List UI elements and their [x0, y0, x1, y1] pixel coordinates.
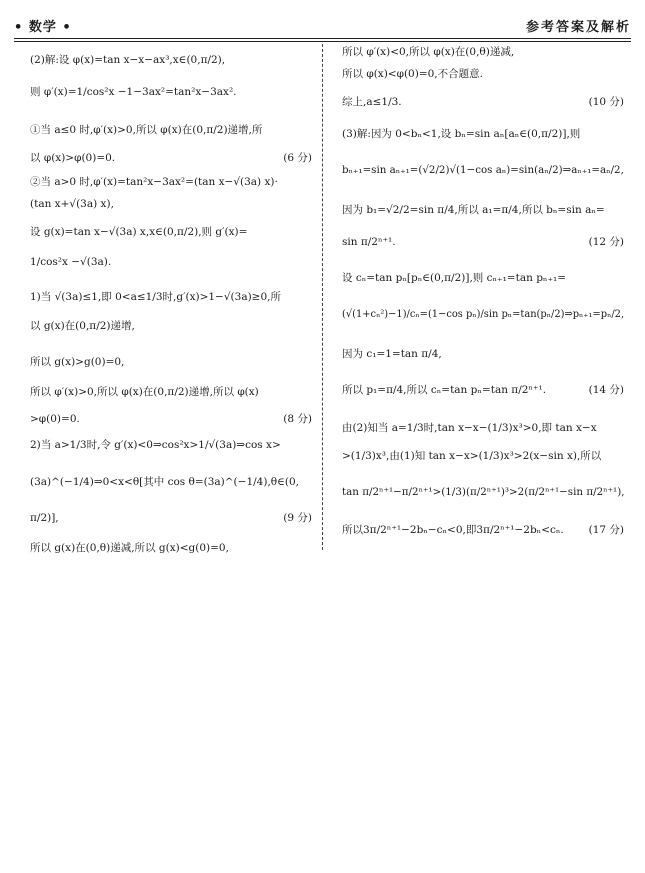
header-rule-thin	[14, 41, 631, 42]
solution-line	[342, 45, 624, 59]
solution-text: (√(1+cₙ²)−1)/cₙ=(1−cos pₙ)/sin pₙ=tan(pₙ/2)⇒pₙ₊₁=pₙ/2,	[342, 308, 625, 320]
solution-line	[30, 225, 312, 239]
solution-text: 则 φ′(x)=1/cos²x −1−3ax²=tan²x−3ax².	[30, 86, 237, 98]
solution-line	[342, 203, 624, 217]
solution-text: 1)当 √(3a)≤1,即 0<a≤1/3时,g′(x)>1−√(3a)≥0,所	[30, 291, 282, 303]
solution-text: (tan x+√(3a) x),	[30, 198, 114, 210]
solution-text: bₙ₊₁=sin aₙ₊₁=(√2/2)√(1−cos aₙ)=sin(aₙ/2)⇒aₙ₊₁=aₙ/2,	[342, 164, 624, 176]
solution-line	[30, 85, 312, 99]
solution-line	[342, 449, 624, 463]
solution-text: 以 φ(x)>φ(0)=0.	[30, 152, 116, 164]
solution-text: 以 g(x)在(0,π/2)递增,	[30, 320, 135, 332]
header-rule	[14, 38, 631, 39]
page-header	[14, 16, 631, 36]
solution-line	[342, 127, 624, 141]
score-label: (6 分)	[283, 152, 312, 164]
solution-line	[342, 271, 624, 285]
solution-line	[30, 151, 312, 165]
solution-text: ②当 a>0 时,φ′(x)=tan²x−3ax²=(tan x−√(3a) x)·	[30, 176, 278, 188]
score-label: (8 分)	[283, 413, 312, 425]
solution-line	[30, 319, 312, 333]
solution-text: 所以 g(x)>g(0)=0,	[30, 356, 125, 368]
score-label: (10 分)	[588, 96, 624, 108]
column-divider	[322, 44, 323, 550]
solution-line	[30, 385, 312, 399]
solution-line	[30, 541, 312, 555]
solution-line	[342, 383, 624, 397]
solution-line	[342, 347, 624, 361]
solution-text: 设 g(x)=tan x−√(3a) x,x∈(0,π/2),则 g′(x)=	[30, 226, 248, 238]
solution-text: 综上,a≤1/3.	[342, 96, 402, 108]
solution-text: (3a)^(−1/4)⇒0<x<θ[其中 cos θ=(3a)^(−1/4),θ∈(0,	[30, 476, 299, 488]
solution-line	[30, 290, 312, 304]
solution-line	[342, 421, 624, 435]
solution-text: >(1/3)x³,由(1)知 tan x−x>(1/3)x³>2(x−sin x),所以	[342, 450, 602, 462]
solution-line	[30, 255, 312, 269]
solution-line	[30, 175, 312, 189]
solution-text: π/2)],	[30, 512, 59, 524]
solution-text: (2)解:设 φ(x)=tan x−x−ax³,x∈(0,π/2),	[30, 54, 226, 66]
solution-line	[30, 123, 312, 137]
solution-text: 设 cₙ=tan pₙ[pₙ∈(0,π/2)],则 cₙ₊₁=tan pₙ₊₁=	[342, 272, 567, 284]
solution-text: ①当 a≤0 时,φ′(x)>0,所以 φ(x)在(0,π/2)递增,所	[30, 124, 263, 136]
solution-text: (3)解:因为 0<bₙ<1,设 bₙ=sin aₙ[aₙ∈(0,π/2)],则	[342, 128, 581, 140]
solution-text: 所以 φ(x)<φ(0)=0,不合题意.	[342, 68, 483, 80]
solution-line	[30, 475, 312, 489]
solution-line	[30, 355, 312, 369]
solution-text: 所以3π/2ⁿ⁺¹−2bₙ−cₙ<0,即3π/2ⁿ⁺¹−2bₙ<cₙ.	[342, 524, 564, 536]
solution-line	[342, 485, 624, 499]
solution-text: tan π/2ⁿ⁺¹−π/2ⁿ⁺¹>(1/3)(π/2ⁿ⁺¹)³>2(π/2ⁿ⁺¹−sin π/2ⁿ⁺¹),	[342, 486, 625, 498]
solution-text: 因为 c₁=1=tan π/4,	[342, 348, 442, 360]
score-label: (17 分)	[588, 524, 624, 536]
solution-line	[342, 95, 624, 109]
solution-line	[30, 412, 312, 426]
score-label: (9 分)	[283, 512, 312, 524]
solution-text: >φ(0)=0.	[30, 413, 80, 425]
solution-text: 所以 φ′(x)<0,所以 φ(x)在(0,θ)递减,	[342, 46, 515, 58]
solution-text: 由(2)知当 a=1/3时,tan x−x−(1/3)x³>0,即 tan x−x	[342, 422, 597, 434]
solution-line	[30, 511, 312, 525]
solution-text: 所以 g(x)在(0,θ)递减,所以 g(x)<g(0)=0,	[30, 542, 229, 554]
solution-text: 1/cos²x −√(3a).	[30, 256, 112, 268]
solution-line	[30, 438, 312, 452]
solution-text: 因为 b₁=√2/2=sin π/4,所以 a₁=π/4,所以 bₙ=sin aₙ=	[342, 204, 605, 216]
score-label: (14 分)	[588, 384, 624, 396]
solution-line	[342, 523, 624, 537]
solution-line	[342, 163, 624, 177]
solution-line	[30, 197, 312, 211]
header-title: 参考答案及解析	[525, 20, 631, 35]
solution-line	[342, 235, 624, 249]
solution-text: 所以 φ′(x)>0,所以 φ(x)在(0,π/2)递增,所以 φ(x)	[30, 386, 259, 398]
solution-text: sin π/2ⁿ⁺¹.	[342, 236, 396, 248]
solution-line	[30, 53, 312, 67]
solution-line	[342, 67, 624, 81]
solution-line	[342, 307, 624, 321]
score-label: (12 分)	[588, 236, 624, 248]
solution-text: 2)当 a>1/3时,令 g′(x)<0⇒cos²x>1/√(3a)⇒cos x>	[30, 439, 281, 451]
solution-text: 所以 p₁=π/4,所以 cₙ=tan pₙ=tan π/2ⁿ⁺¹.	[342, 384, 547, 396]
subject-label: • 数学 •	[14, 20, 72, 35]
